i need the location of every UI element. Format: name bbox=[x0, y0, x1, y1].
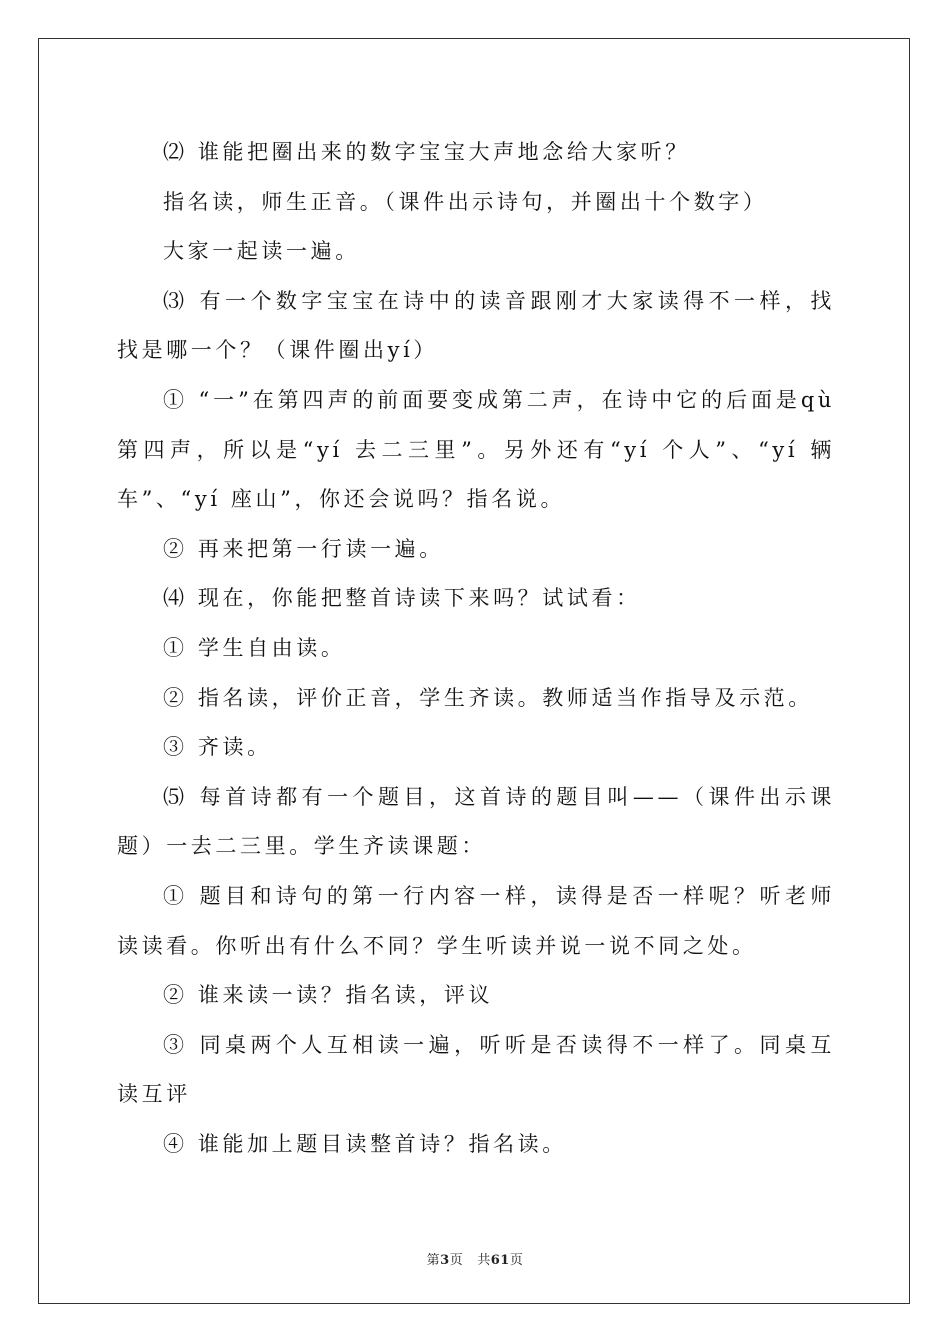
paragraph: ① 学生自由读。 bbox=[163, 635, 346, 660]
total-prefix: 共 bbox=[477, 1253, 491, 1268]
document-body bbox=[117, 128, 835, 1169]
page-prefix: 第 bbox=[426, 1253, 441, 1268]
page-number: 3 bbox=[440, 1253, 450, 1268]
page-footer bbox=[0, 1249, 950, 1268]
paragraph: ⑵ 谁能把圈出来的数字宝宝大声地念给大家听？ bbox=[163, 140, 690, 164]
paragraph: ⑷ 现在，你能把整首诗读下来吗？试试看： bbox=[163, 586, 641, 611]
paragraph: 指名读，师生正音。（课件出示诗句，并圈出十个数字） bbox=[163, 189, 768, 214]
total-suffix: 页 bbox=[509, 1253, 524, 1268]
paragraph: ③ 齐读。 bbox=[163, 735, 272, 760]
paragraph: ③ 同桌两个人互相读一遍，听听是否读得不一样了。同桌互读互评 bbox=[117, 1032, 835, 1107]
paragraph: ① 题目和诗句的第一行内容一样，读得是否一样呢？听老师读读看。你听出有什么不同？学生听读并说一说不同之处。 bbox=[117, 883, 835, 958]
paragraph: ① “一”在第四声的前面要变成第二声，在诗中它的后面是qù 第四声，所以是“yí 去二三里”。另外还有“yí 个人”、“yí 辆车”、“yí 座山”，你还会说吗？指名说。 bbox=[117, 387, 835, 512]
paragraph: ② 指名读，评价正音，学生齐读。教师适当作指导及示范。 bbox=[163, 685, 813, 710]
paragraph: ⑸ 每首诗都有一个题目，这首诗的题目叫——（课件出示课题）一去二三里。学生齐读课题： bbox=[117, 784, 835, 859]
total-pages: 61 bbox=[490, 1253, 510, 1268]
paragraph: ② 谁来读一读？指名读，评议 bbox=[163, 983, 494, 1008]
paragraph: ④ 谁能加上题目读整首诗？指名读。 bbox=[163, 1131, 567, 1156]
paragraph: 大家一起读一遍。 bbox=[163, 239, 360, 264]
paragraph: ⑶ 有一个数字宝宝在诗中的读音跟刚才大家读得不一样，找找是哪一个？（课件圈出yí） bbox=[117, 288, 835, 363]
paragraph: ② 再来把第一行读一遍。 bbox=[163, 536, 444, 561]
page-suffix: 页 bbox=[449, 1253, 464, 1268]
